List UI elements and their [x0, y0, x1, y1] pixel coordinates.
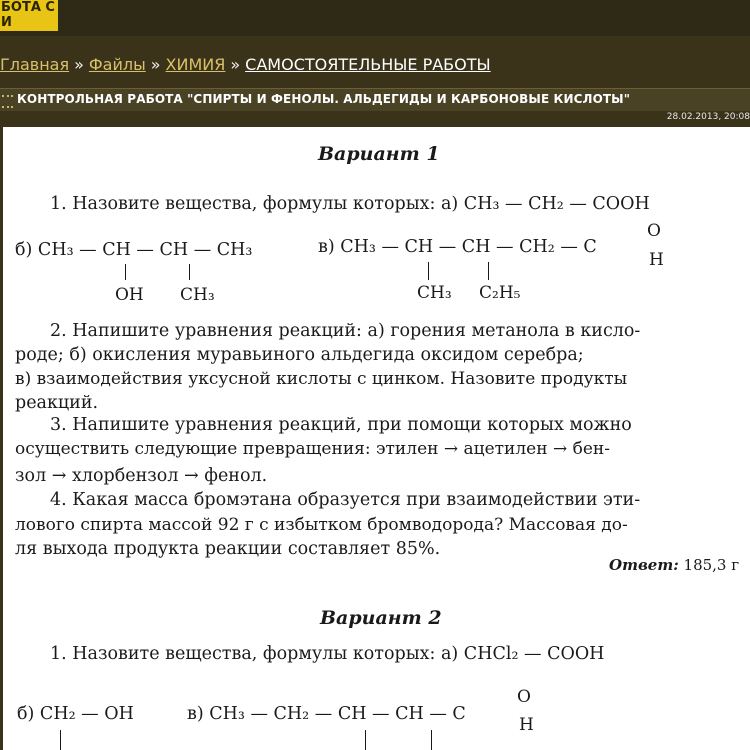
v1-formula-v-ch3: CH₃ [417, 283, 452, 303]
site-header [0, 0, 750, 36]
breadcrumb-chemistry-link[interactable]: ХИМИЯ [165, 55, 226, 74]
bond-line [125, 264, 126, 280]
file-meta [0, 111, 750, 125]
upload-date: 28.02.2013, 20:08 [666, 112, 750, 122]
document-image [3, 127, 750, 750]
v1-q2-line: роде; б) окисления муравьиного альдегида оксидом серебра; [15, 345, 584, 365]
v1-q2-line: в) взаимодействия уксусной кислоты с цинком. Назовите продукты [15, 369, 628, 389]
v1-formula-b: б) CH₃ — CH — CH — CH₃ [15, 240, 253, 260]
v1-q2-line: реакций. [15, 393, 99, 413]
v1-q3-line: осуществить следующие превращения: этилен → ацетилен → бен- [15, 439, 610, 459]
breadcrumb-home-link[interactable]: Главная [0, 55, 70, 74]
breadcrumb [0, 55, 491, 81]
answer-value: 185,3 г [683, 556, 740, 574]
v1-formula-v: в) CH₃ — CH — CH — CH₂ — C [318, 237, 597, 257]
v1-formula-b-ch3: CH₃ [180, 285, 215, 305]
bond-line [431, 730, 432, 750]
v2-question1-text: 1. Назовите вещества, формулы которых: а) CHCl₂ — COOH [50, 644, 605, 664]
bond-line [365, 730, 366, 750]
site-logo[interactable]: БОТА С И [0, 0, 58, 31]
v1-formula-b-oh: OH [115, 285, 144, 305]
answer-label: Ответ: [609, 556, 679, 574]
breadcrumb-separator: » [230, 55, 241, 74]
v1-q4-line: лового спирта массой 92 г с избытком бромводорода? Массовая до- [15, 515, 628, 535]
breadcrumb-files-link[interactable]: Файлы [88, 55, 146, 74]
v1-formula-v-h: H [649, 250, 664, 270]
v2-formula-v: в) CH₃ — CH₂ — CH — CH — C [187, 704, 466, 724]
v1-q3-line: 3. Напишите уравнения реакций, при помощи которых можно [50, 415, 632, 435]
v1-q3-line: зол → хлорбензол → фенол. [15, 466, 268, 486]
v1-q4-line: ля выхода продукта реакции составляет 85%. [15, 539, 441, 559]
v1-q2-line: 2. Напишите уравнения реакций: а) горения метанола в кисло- [50, 321, 641, 341]
v2-formula-v-h: H [519, 715, 534, 735]
bond-line [189, 264, 190, 280]
breadcrumb-separator: » [150, 55, 161, 74]
list-icon [2, 95, 13, 108]
breadcrumb-current[interactable]: САМОСТОЯТЕЛЬНЫЕ РАБОТЫ [245, 55, 491, 74]
v1-formula-v-c2h5: C₂H₅ [479, 283, 521, 303]
v1-answer [609, 558, 739, 573]
bond-line [428, 262, 429, 280]
variant2-heading: Вариант 2 [320, 607, 442, 629]
v1-question1-text: 1. Назовите вещества, формулы которых: а) CH₃ — CH₂ — COOH [50, 194, 650, 214]
file-title: КОНТРОЛЬНАЯ РАБОТА "СПИРТЫ И ФЕНОЛЫ. АЛЬДЕГИДЫ И КАРБОНОВЫЕ КИСЛОТЫ" [17, 92, 631, 106]
v2-formula-b: б) CH₂ — OH [17, 704, 134, 724]
bond-line [488, 262, 489, 280]
bond-line [60, 730, 61, 750]
v1-q4-line: 4. Какая масса бромэтана образуется при взаимодействии эти- [50, 490, 641, 510]
v2-formula-v-o: O [517, 687, 531, 707]
variant1-heading: Вариант 1 [318, 143, 440, 165]
breadcrumb-separator: » [74, 55, 84, 74]
file-title-bar [0, 88, 750, 111]
v1-formula-v-o: O [647, 221, 661, 241]
